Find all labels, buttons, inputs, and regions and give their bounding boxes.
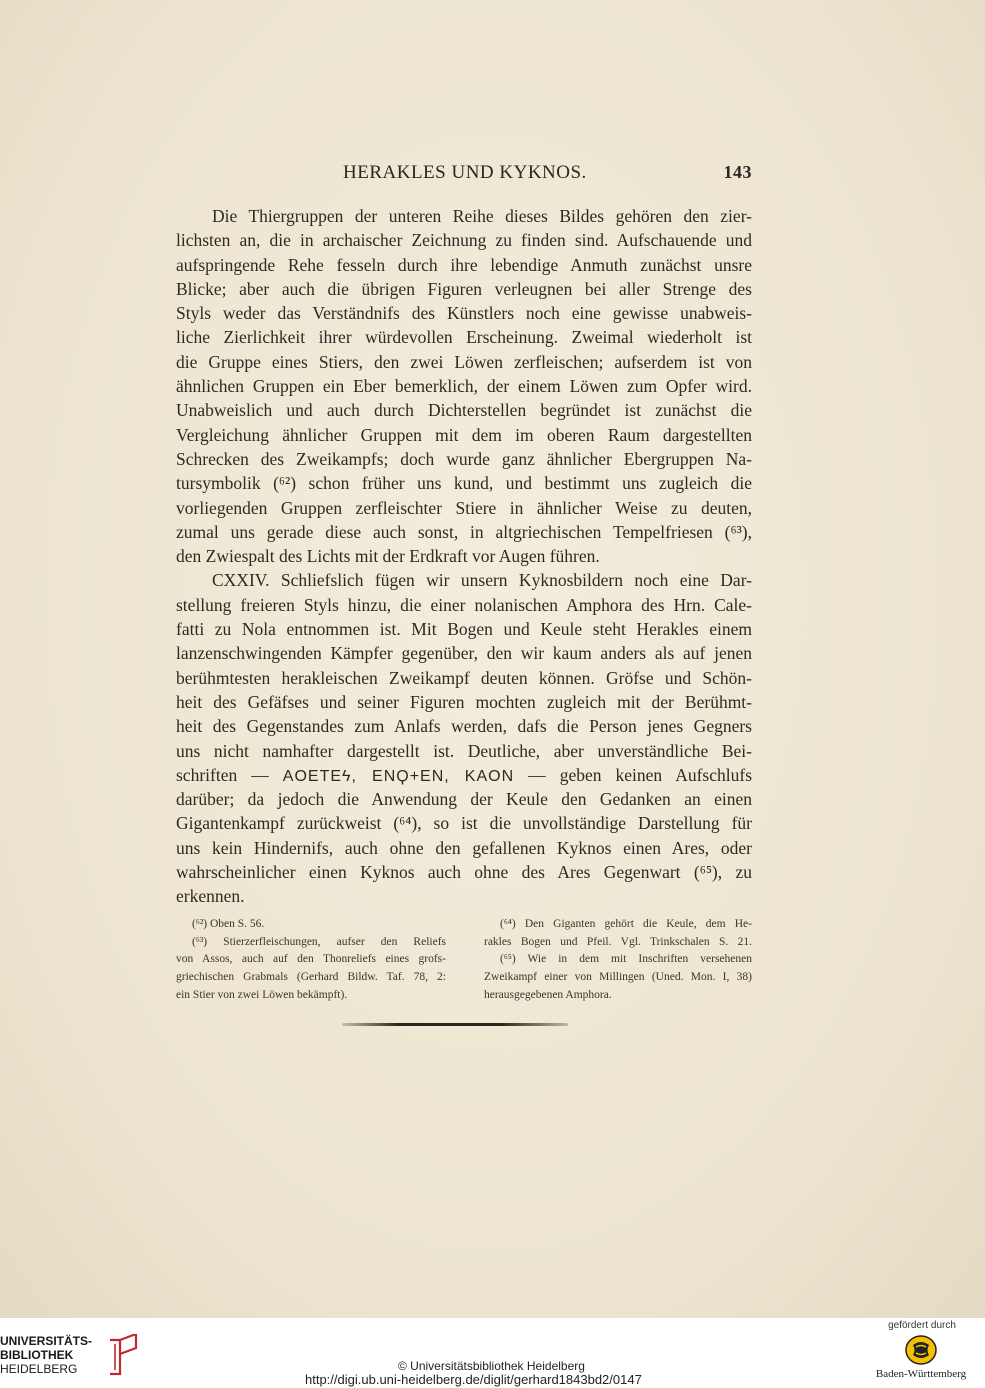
text-line: berühmtesten herakleischen Zweikampf deuten können. Gröfse und Schön- [176,667,752,688]
text-line: Die Thiergruppen der unteren Reihe dieses Bildes gehören den zier- [212,206,752,226]
text-line: liche Zierlichkeit ihrer würdevollen Erscheinung. Zweimal wiederholt ist [176,327,752,348]
footnote-line: griechischen Grabmals (Gerhard Bildw. Taf. 78, 2: [176,971,446,984]
inscription-line [176,763,752,787]
text-line: zumal uns gerade diese auch sonst, in altgriechischen Tempelfriesen (⁶³), [176,521,752,542]
footnotes-right-column [484,916,752,1004]
text-line: fatti zu Nola entnommen ist. Mit Bogen und Keule steht Herakles einem [176,619,752,640]
ornamental-rule [342,1023,568,1026]
footnote-line: (⁶⁵) Wie in dem mit Inschriften versehenen [500,953,752,966]
text-line: darüber; da jedoch die Anwendung der Keule den Gedanken an einen [176,789,752,810]
text-line: lichsten an, die in archaischer Zeichnung zu finden sind. Aufschauende und [176,230,752,251]
library-name-line2: BIBLIOTHEK [0,1348,74,1362]
text-line: heit des Gefäfses und seiner Figuren mochten zugleich mit der Berühmt- [176,691,752,712]
footnote-line: (⁶³) Stierzerfleischungen, aufser den Reliefs [192,935,446,948]
footnotes-left-column [176,916,446,1004]
footnote-line: (⁶⁴) Den Giganten gehört die Keule, dem He- [500,918,752,930]
text-line: tursymbolik (⁶²) schon früher uns kund, und bestimmt uns zugleich die [176,473,752,494]
text-line: Gigantenkampf zurückweist (⁶⁴), so ist die unvollständige Darstellung für [176,813,752,834]
text-line: erkennen. [176,886,245,907]
running-header [176,160,752,190]
footnote-line: rakles Bogen und Pfeil. Vgl. Trinkschalen S. 21. [484,935,752,948]
page-number: 143 [723,162,752,182]
text-line: die Gruppe eines Stiers, den zwei Löwen zerfleischen; aufserdem ist von [176,351,752,372]
footnote-line: herausgegebenen Amphora. [484,988,612,1001]
permalink-url[interactable]: http://digi.ub.uni-heidelberg.de/diglit/gerhard1843bd2/0147 [305,1372,642,1387]
state-coat-of-arms-icon [904,1333,938,1367]
footnote-line: (⁶²) Oben S. 56. [192,918,265,930]
text-line: heit des Gegenstandes zum Anlafs werden, dafs die Person jenes Gegners [176,716,752,737]
library-logo[interactable] [0,1334,150,1378]
text-line: stellung freieren Styls hinzu, die einer nolanischen Amphora des Hrn. Cale- [176,594,752,615]
running-title: HERAKLES UND KYKNOS. [343,162,587,183]
library-emblem-icon [106,1334,140,1378]
text-line: Styls weder das Verständnifs des Künstlers noch eine gewisse unabweis- [176,303,752,324]
footnote-line: von Assos, auch auf den Thonreliefs eines grofs- [176,953,446,966]
text-line: den Zwiespalt des Lichts mit der Erdkraft vor Augen führen. [176,546,600,567]
text-line: Schrecken des Zweikampfs; doch wurde ganz ähnlicher Ebergruppen Na- [176,448,752,469]
text-line: uns kein Hindernifs, auch ohne den gefallenen Kyknos einen Ares, oder [176,837,752,858]
sponsor-block [866,1320,976,1386]
inscription-before: schriften — [176,764,269,785]
sponsor-name: Baden-Württemberg [875,1368,967,1380]
text-line: Vergleichung ähnlicher Gruppen mit dem im oberen Raum dargestellten [176,424,752,445]
greek-inscription: AOETEϟ, ENϘ+EN, KAON [282,767,515,785]
text-line: CXXIV. Schliefslich fügen wir unsern Kyknosbildern noch eine Dar- [212,570,752,591]
text-line: aufspringende Rehe fesseln durch ihre lebendige Anmuth zunächst unsre [176,254,752,275]
text-line: vorliegenden Gruppen zerfleischter Stiere in ähnlicher Weise zu deuten, [176,497,752,518]
library-name-line3: HEIDELBERG [0,1362,78,1376]
text-line: wahrscheinlicher einen Kyknos auch ohne des Ares Gegenwart (⁶⁵), zu [176,862,752,883]
text-line: Blicke; aber auch die übrigen Figuren verleugnen bei aller Strenge des [176,278,752,299]
text-line: Unabweislich und auch durch Dichterstellen begründet ist zunächst die [176,400,752,421]
sponsor-label: gefördert durch [888,1320,956,1331]
text-line: lanzenschwingenden Kämpfer gegenüber, den wir kaum anders als auf jenen [176,643,752,664]
copyright-notice: © Universitätsbibliothek Heidelberg [398,1359,585,1373]
footnote-line: Zweikampf einer von Millingen (Uned. Mon. I, 38) [484,971,752,984]
text-line: uns nicht namhafter dargestellt ist. Deutliche, aber unverständliche Bei- [176,740,752,761]
inscription-after: — geben keinen Aufschlufs [528,764,752,785]
library-name-line1: UNIVERSITÄTS- [0,1334,93,1348]
text-line: ähnlichen Gruppen ein Eber bemerklich, der einem Löwen zum Opfer wird. [176,376,752,397]
main-text [176,204,752,909]
footnote-line: ein Stier von zwei Löwen bekämpft). [176,988,348,1001]
